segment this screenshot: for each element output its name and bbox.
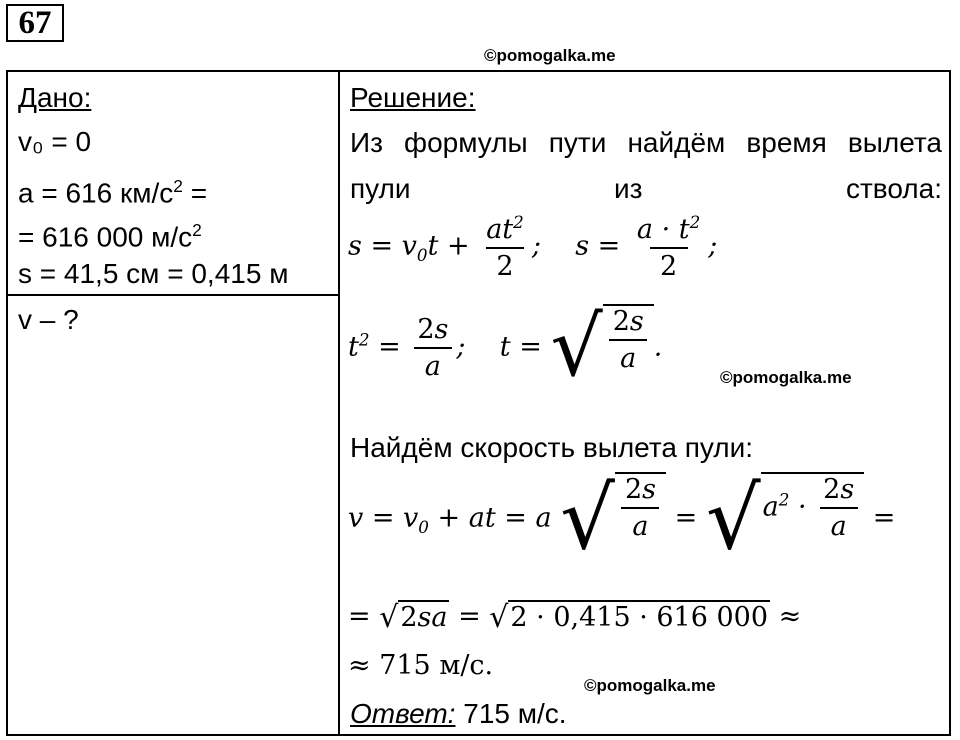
formula-path: $s = v_0t$ + $\frac{at^2}{2}$ ; s = $\frac{a \cdot t^2}{2}$ ; (348, 212, 718, 282)
problem-number: 67 (6, 4, 64, 42)
solution-intro: Из формулы пути найдём время вылета пули из ствола: (350, 127, 942, 204)
given-acceleration-m: = 616 000 $м/с^2$ (18, 220, 202, 253)
given-acceleration-km: a = 616 $км/с^2$ = (18, 176, 208, 209)
formula-time: $t^2$ = $\frac{2s}{a}$ ; t = √ $\frac{2s}{a}$ . (348, 300, 663, 395)
watermark-top: ©pomogalka.me (484, 46, 616, 65)
answer: Ответ: 715 м/с. (350, 698, 567, 729)
solution-title: Решение: (350, 82, 476, 113)
given-title: Дано: (18, 82, 92, 113)
column-divider (338, 72, 340, 734)
formula-substitution: = √ 2sa = √ 2 · 0,415 · 616 000 ≈ (348, 600, 802, 635)
given-v0: v₀ = 0 (18, 126, 92, 157)
problem-table (6, 70, 951, 736)
watermark-middle: ©pomogalka.me (720, 368, 852, 387)
formula-velocity: $v = v_0$ + at = a √ $\frac{2s}{a}$ = √ $a^2$ · $\frac{2s}{a}$ = (348, 469, 896, 569)
speed-intro: Найдём скорость вылета пули: (350, 432, 753, 463)
watermark-bottom: ©pomogalka.me (584, 676, 716, 695)
find-velocity: v – ? (18, 304, 79, 335)
formula-result: ≈ 715 м/с. (348, 650, 494, 681)
given-distance: s = 41,5 см = 0,415 м (18, 258, 289, 289)
